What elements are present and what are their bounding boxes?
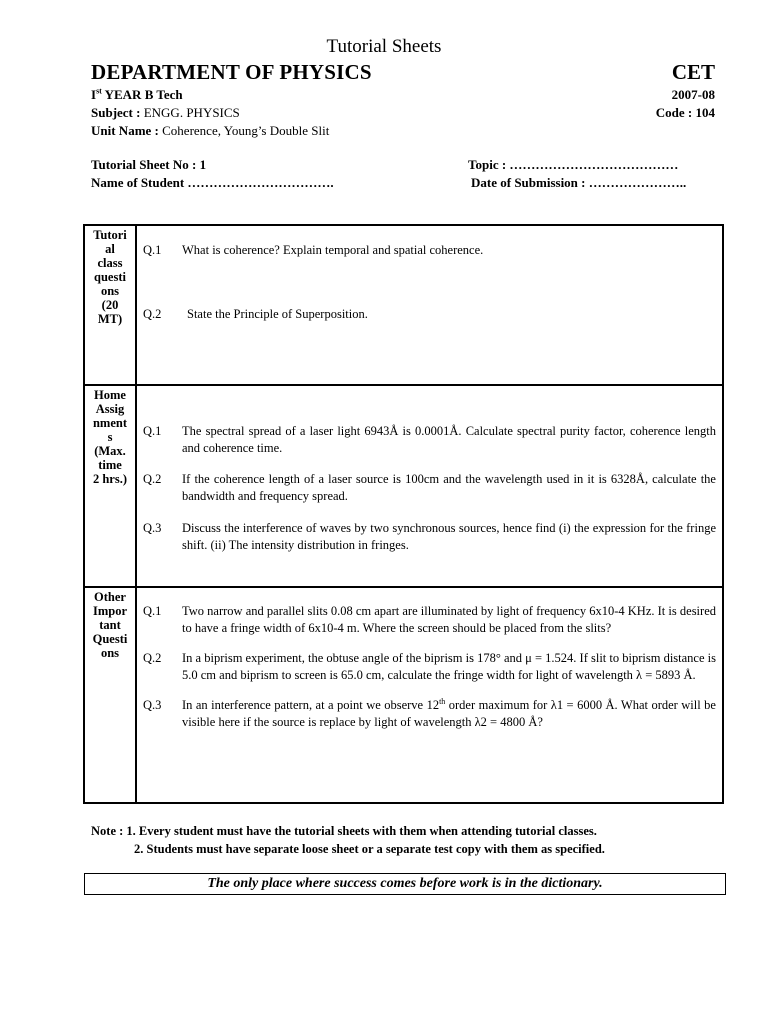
table-row bbox=[84, 587, 723, 803]
question: Q.1 The spectral spread of a laser light 6943Å is 0.0001Å. Calculate spectral purity factor, coherence length and coherence time. bbox=[143, 424, 716, 455]
question: Q.2 In a biprism experiment, the obtuse angle of the biprism is 178° and μ = 1.524. If slit to biprism distance is 5.0 cm and biprism to screen is 65.0 cm, calculate the fringe width for light of wavelength λ = 5893 Å. bbox=[143, 651, 716, 682]
subject-line: Subject : ENGG. PHYSICS bbox=[91, 105, 240, 120]
question: Q.1 What is coherence? Explain temporal and spatial coherence. bbox=[143, 243, 484, 257]
unit-line: Unit Name : Coherence, Young’s Double Slit bbox=[91, 123, 330, 138]
section-label: Home Assig nment s (Max. time 2 hrs.) bbox=[84, 385, 136, 587]
section-label: Tutori al class questi ons (20 MT) bbox=[84, 225, 136, 385]
section-questions bbox=[136, 385, 723, 587]
section-questions bbox=[136, 587, 723, 803]
page-title: Tutorial Sheets bbox=[326, 36, 442, 57]
note-line: 2. Students must have separate loose sheet or a separate test copy with them as specified. bbox=[134, 842, 605, 856]
question: Q.3 Discuss the interference of waves by two synchronous sources, hence find (i) the expression for the fringe shift. (ii) The intensity distribution in fringes. bbox=[143, 521, 716, 552]
section-label: Other Impor tant Questi ons bbox=[84, 587, 136, 803]
topic-field: Topic : ………………………………… bbox=[468, 157, 679, 172]
student-name-field: Name of Student ……………………………. bbox=[91, 175, 334, 190]
session-label: 2007-08 bbox=[671, 87, 715, 102]
question-table bbox=[83, 224, 724, 804]
note-line: Note : 1. Every student must have the tutorial sheets with them when attending tutorial classes. bbox=[91, 824, 597, 838]
institute-name: CET bbox=[671, 60, 715, 84]
code-label: Code : 104 bbox=[655, 105, 715, 120]
table-row bbox=[84, 225, 723, 385]
table-row bbox=[84, 385, 723, 587]
department-name: DEPARTMENT OF PHYSICS bbox=[91, 60, 372, 84]
question: Q.2 State the Principle of Superposition. bbox=[143, 307, 368, 321]
submission-date-field: Date of Submission : ………………….. bbox=[471, 175, 687, 190]
question: Q.3 In an interference pattern, at a point we observe 12th order maximum for λ1 = 6000 Å. What order will be visible here if the source is replace by light of wavelength λ2 = 4800 Å? bbox=[143, 696, 716, 729]
sheet-number: Tutorial Sheet No : 1 bbox=[91, 157, 207, 172]
question: Q.2 If the coherence length of a laser source is 100cm and the wavelength used in it is 6328Å, calculate the bandwidth and frequency spread. bbox=[143, 472, 716, 503]
notes bbox=[91, 822, 605, 858]
year-label: Ist YEAR B Tech bbox=[91, 86, 183, 102]
motivational-quote: The only place where success comes before work is in the dictionary. bbox=[84, 873, 726, 895]
section-questions bbox=[136, 225, 723, 385]
question: Q.1 Two narrow and parallel slits 0.08 cm apart are illuminated by light of frequency 6x10-4 KHz. It is desired to have a fringe width of 6x10-4 m. Where the screen should be placed from the slits? bbox=[143, 604, 716, 635]
